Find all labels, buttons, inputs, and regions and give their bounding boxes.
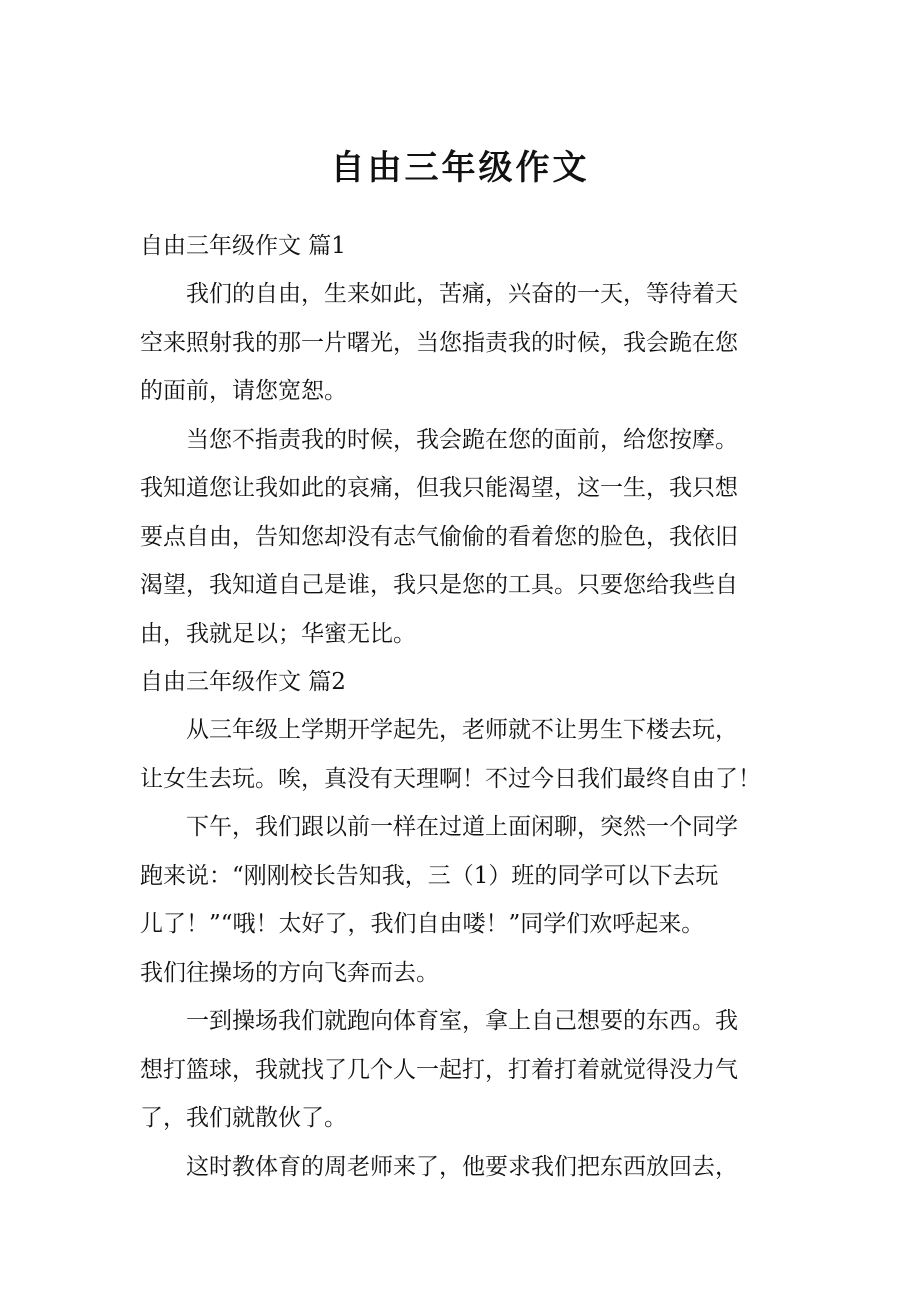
document-body <box>140 222 790 1191</box>
text-line: 一到操场我们就跑向体育室，拿上自己想要的东西。我 <box>186 1008 738 1034</box>
text-line: 的面前，请您宽恕。 <box>140 378 347 404</box>
section-heading-2: 自由三年级作文 篇2 <box>140 669 346 695</box>
section-heading-1: 自由三年级作文 篇1 <box>140 233 346 259</box>
text-line: 想打篮球，我就找了几个人一起打，打着打着就觉得没力气 <box>140 1056 738 1083</box>
paragraph <box>140 803 790 997</box>
text-line: 当您不指责我的时候，我会跪在您的面前，给您按摩。 <box>186 426 738 453</box>
text-line: 了，我们就散伙了。 <box>140 1105 347 1131</box>
text-line: 儿了！”“哦！太好了，我们自由喽！”同学们欢呼起来。 <box>140 911 705 937</box>
text-line: 下午，我们跟以前一样在过道上面闲聊，突然一个同学 <box>186 814 738 840</box>
text-line: 要点自由，告知您却没有志气偷偷的看着您的脸色，我依旧 <box>140 523 738 550</box>
text-line: 这时教体育的周老师来了，他要求我们把东西放回去， <box>186 1153 738 1180</box>
paragraph <box>140 706 790 803</box>
text-line: 空来照射我的那一片曙光，当您指责我的时候，我会跪在您 <box>140 329 738 356</box>
text-line: 从三年级上学期开学起先，老师就不让男生下楼去玩， <box>186 717 738 743</box>
text-line: 我知道您让我如此的哀痛，但我只能渴望，这一生，我只想 <box>140 475 738 501</box>
text-line: 让女生去玩。唉，真没有天理啊！不过今日我们最终自由了！ <box>140 765 761 792</box>
paragraph <box>140 1143 790 1192</box>
paragraph <box>140 270 790 416</box>
text-line: 我们的自由，生来如此，苦痛，兴奋的一天，等待着天 <box>186 281 738 307</box>
text-line: 我们往操场的方向飞奔而去。 <box>140 959 439 986</box>
paragraph <box>140 997 790 1143</box>
text-line: 渴望，我知道自己是谁，我只是您的工具。只要您给我些自 <box>140 572 738 598</box>
document-title: 自由三年级作文 <box>330 148 590 188</box>
text-line: 跑来说：“刚刚校长告知我，三（1）班的同学可以下去玩 <box>140 862 719 889</box>
paragraph <box>140 416 790 659</box>
text-line: 由，我就足以；华蜜无比。 <box>140 620 416 647</box>
